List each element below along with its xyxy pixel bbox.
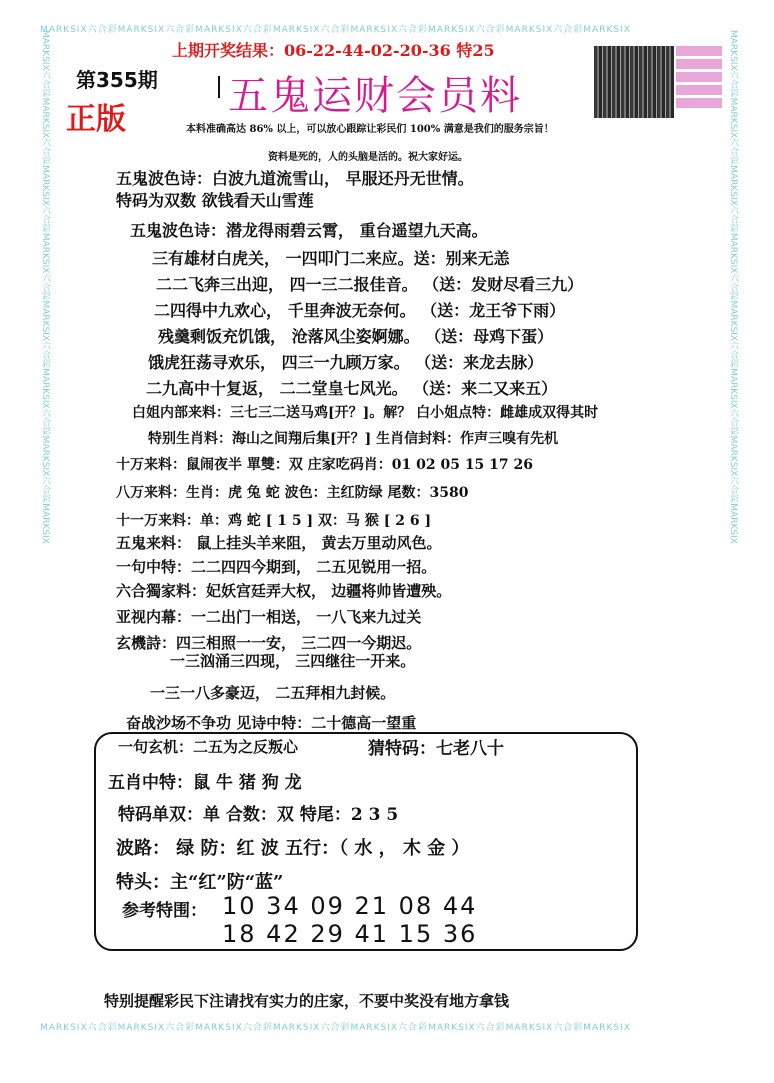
text-line: 残羹剩饭充饥饿， 沧落风尘姿婀娜。 （送：母鸡下蛋） bbox=[158, 327, 554, 346]
text-line: 五鬼波色诗：白波九道流雪山， 早服还丹无世情。 bbox=[116, 169, 474, 188]
text-line: 二九高中十复返， 二二堂皇七风光。 （送：来二又来五） bbox=[146, 379, 558, 398]
text-line: 八万来料：生肖：虎 兔 蛇 波色：主红防绿 尾数：3580 bbox=[116, 485, 469, 501]
page-title: 五鬼运财会员料 bbox=[228, 73, 522, 119]
slogan-line-1: 本料准确高达 86% 以上，可以放心跟踪让彩民们 100% 满意是我们的服务宗旨！ bbox=[186, 124, 554, 135]
last-result: 上期开奖结果：06-22-44-02-20-36 特25 bbox=[172, 41, 495, 60]
text-line: 玄機詩：四三相照一一安， 三二四一今期迟。 bbox=[116, 634, 422, 652]
text-line: 特别生肖料：海山之间翔后集[开？] 生肖信封料：作声三嗅有先机 bbox=[148, 431, 559, 447]
ref-label: 参考特围： bbox=[122, 901, 207, 921]
ref-numbers-row-1: 10 34 09 21 08 44 bbox=[222, 892, 478, 920]
box-line-2: 五肖中特：鼠 牛 猪 狗 龙 bbox=[108, 773, 302, 793]
issue-number: 第355期 bbox=[76, 68, 158, 92]
text-line: 十一万来料：单：鸡 蛇 [ 1 5 ] 双：马 猴 [ 2 6 ] bbox=[116, 513, 432, 529]
text-line: 十万来料：鼠闹夜半 單雙：双 庄家吃码肖：01 02 05 15 17 26 bbox=[116, 457, 534, 473]
box-line-3: 特码单双：单 合数：双 特尾：2 3 5 bbox=[118, 805, 399, 825]
edition-label: 正版 bbox=[66, 102, 126, 137]
text-line: 奋战沙场不争功 见诗中特：二十德高一望重 bbox=[126, 714, 417, 732]
ref-numbers-row-2: 18 42 29 41 15 36 bbox=[222, 920, 478, 948]
footer-warning: 特别提醒彩民下注请找有实力的庄家，不要中奖没有地方拿钱 bbox=[104, 992, 510, 1010]
box-line-5: 特头：主“红”防“蓝” bbox=[116, 872, 284, 893]
text-line: 三有雄材白虎关， 一四叩门二来应。送：别来无恙 bbox=[152, 249, 510, 268]
box-line-1-right: 猜特码：七老八十 bbox=[368, 739, 504, 759]
text-line: 白姐内部来料：三七三二送马鸡[开？]。解？ 白小姐点特：雌雄成双得其时 bbox=[132, 405, 599, 421]
text-line: 亚视内幕：一二出门一相送， 一八飞来九过关 bbox=[116, 608, 422, 626]
watermark-bottom: MARKSIX六合彩MARKSIX六合彩MARKSIX六合彩MARKSIX六合彩MARKSIX六合彩MARKSIX六合彩MARKSIX六合彩MARKSIX bbox=[40, 1023, 631, 1033]
qr-code-image bbox=[594, 46, 674, 118]
box-line-4: 波路： 绿 防：红 波 五行：（ 水 ， 木 金 ） bbox=[116, 838, 470, 859]
text-line: 五鬼波色诗：潜龙得雨碧云霄， 重台遥望九天高。 bbox=[130, 221, 488, 240]
text-line: 二四得中九欢心， 千里奔波无奈何。 （送：龙王爷下雨） bbox=[154, 301, 566, 320]
text-line: 五鬼来料： 鼠上挂头羊来阻， 黄去万里动风色。 bbox=[116, 534, 442, 552]
text-line: 特码为双数 欲钱看天山雪莲 bbox=[116, 191, 314, 210]
box-line-1-left: 一句玄机：二五为之反叛心 bbox=[118, 738, 299, 756]
watermark-right: MARKSIX六合彩MARKSIX六合彩MARKSIX六合彩MARKSIX六合彩MARKSIX六合彩MARKSIX六合彩MARKSIX六合彩MARKSIX bbox=[728, 30, 738, 544]
text-line: 二二飞奔三出迎， 四一三二报佳音。 （送：发财尽看三九） bbox=[156, 275, 584, 294]
text-line: 六合獨家料：妃妖宫廷弄大权， 边疆将帅皆遭殃。 bbox=[116, 582, 452, 600]
qr-side-text bbox=[676, 46, 722, 118]
title-divider bbox=[218, 76, 220, 98]
text-line: 饿虎狂荡寻欢乐， 四三一九顾万家。 （送：来龙去脉） bbox=[148, 353, 544, 372]
watermark-top: MARKSIX六合彩MARKSIX六合彩MARKSIX六合彩MARKSIX六合彩MARKSIX六合彩MARKSIX六合彩MARKSIX六合彩MARKSIX bbox=[40, 25, 631, 35]
watermark-left: MARKSIX六合彩MARKSIX六合彩MARKSIX六合彩MARKSIX六合彩MARKSIX六合彩MARKSIX六合彩MARKSIX六合彩MARKSIX bbox=[40, 30, 50, 544]
text-line: 一句中特：二二四四今期到， 二五见锐用一招。 bbox=[116, 558, 437, 576]
text-line: 一三一八多豪迈， 二五拜相九封候。 bbox=[150, 684, 396, 702]
slogan-line-2: 资料是死的，人的头脑是活的。祝大家好运。 bbox=[268, 152, 468, 163]
text-line: 一三汹涌三四现， 三四继往一开来。 bbox=[170, 652, 416, 670]
